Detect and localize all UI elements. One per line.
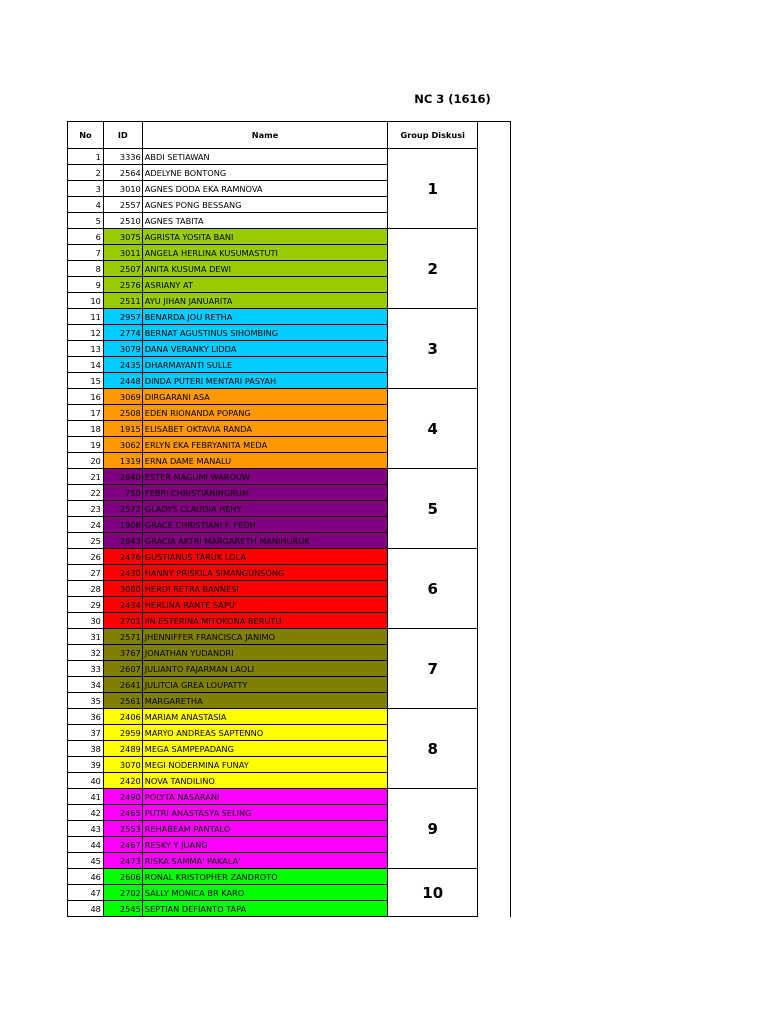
participant-id: 2606 [103, 869, 142, 885]
participant-name: HANNY PRISKILA SIMANGUNSONG [142, 565, 388, 581]
participant-name: PUTRI ANASTASYA SELING [142, 805, 388, 821]
empty-column-cell [478, 901, 511, 917]
row-number: 12 [68, 325, 104, 341]
participant-id: 1915 [103, 421, 142, 437]
row-number: 25 [68, 533, 104, 549]
empty-column-cell [478, 405, 511, 421]
row-number: 10 [68, 293, 104, 309]
participant-name: ANGELA HERLINA KUSUMASTUTI [142, 245, 388, 261]
participant-name: JHENNIFFER FRANCISCA JANIMO [142, 629, 388, 645]
participant-id: 2561 [103, 693, 142, 709]
participant-table [67, 121, 511, 917]
participant-id: 2607 [103, 661, 142, 677]
empty-column-header [478, 122, 511, 149]
participant-id: 2701 [103, 613, 142, 629]
empty-column-cell [478, 741, 511, 757]
participant-id: 3079 [103, 341, 142, 357]
participant-id: 2957 [103, 309, 142, 325]
participant-id: 2434 [103, 597, 142, 613]
participant-name: ELISABET OKTAVIA RANDA [142, 421, 388, 437]
participant-name: AGNES DODA EKA RAMNOVA [142, 181, 388, 197]
row-number: 30 [68, 613, 104, 629]
group-number: 8 [388, 709, 478, 789]
participant-id: 2959 [103, 725, 142, 741]
header-no: No [68, 122, 104, 149]
empty-column-cell [478, 181, 511, 197]
group-number: 5 [388, 469, 478, 549]
participant-name: MARYO ANDREAS SAPTENNO [142, 725, 388, 741]
row-number: 11 [68, 309, 104, 325]
table-row[interactable] [68, 709, 511, 725]
empty-column-cell [478, 517, 511, 533]
table-row[interactable] [68, 549, 511, 565]
participant-name: DANA VERANKY LIDDA [142, 341, 388, 357]
row-number: 32 [68, 645, 104, 661]
participant-name: HERLINA RANTE SAPU' [142, 597, 388, 613]
empty-column-cell [478, 149, 511, 165]
row-number: 39 [68, 757, 104, 773]
participant-id: 2641 [103, 677, 142, 693]
participant-id: 2508 [103, 405, 142, 421]
row-number: 34 [68, 677, 104, 693]
participant-name: MARGARETHA [142, 693, 388, 709]
empty-column-cell [478, 853, 511, 869]
row-number: 22 [68, 485, 104, 501]
participant-id: 3767 [103, 645, 142, 661]
header-id: ID [103, 122, 142, 149]
row-number: 13 [68, 341, 104, 357]
participant-name: ANITA KUSUMA DEWI [142, 261, 388, 277]
empty-column-cell [478, 197, 511, 213]
table-row[interactable] [68, 629, 511, 645]
empty-column-cell [478, 261, 511, 277]
participant-id: 2774 [103, 325, 142, 341]
participant-id: 2420 [103, 773, 142, 789]
table-row[interactable] [68, 309, 511, 325]
participant-id: 2702 [103, 885, 142, 901]
participant-id: 2553 [103, 821, 142, 837]
empty-column-cell [478, 453, 511, 469]
participant-id: 3075 [103, 229, 142, 245]
row-number: 2 [68, 165, 104, 181]
row-number: 15 [68, 373, 104, 389]
empty-column-cell [478, 629, 511, 645]
participant-id: 1319 [103, 453, 142, 469]
row-number: 31 [68, 629, 104, 645]
empty-column-cell [478, 325, 511, 341]
participant-name: IIN ESTERINA MITOKONA BERUTU [142, 613, 388, 629]
participant-id: 2476 [103, 549, 142, 565]
row-number: 42 [68, 805, 104, 821]
participant-name: AGNES PONG BESSANG [142, 197, 388, 213]
empty-column-cell [478, 373, 511, 389]
participant-name: SALLY MONICA BR KARO [142, 885, 388, 901]
row-number: 9 [68, 277, 104, 293]
empty-column-cell [478, 789, 511, 805]
header-group: Group Diskusi [388, 122, 478, 149]
row-number: 19 [68, 437, 104, 453]
empty-column-cell [478, 229, 511, 245]
row-number: 1 [68, 149, 104, 165]
empty-column-cell [478, 709, 511, 725]
participant-id: 2643 [103, 533, 142, 549]
row-number: 29 [68, 597, 104, 613]
row-number: 8 [68, 261, 104, 277]
participant-id: 2510 [103, 213, 142, 229]
participant-name: ADELYNE BONTONG [142, 165, 388, 181]
row-number: 35 [68, 693, 104, 709]
participant-name: ERNA DAME MANALU [142, 453, 388, 469]
empty-column-cell [478, 693, 511, 709]
table-row[interactable] [68, 869, 511, 885]
participant-name: ASRIANY AT [142, 277, 388, 293]
participant-id: 3080 [103, 581, 142, 597]
empty-column-cell [478, 165, 511, 181]
participant-id: 3070 [103, 757, 142, 773]
participant-name: ABDI SETIAWAN [142, 149, 388, 165]
participant-name: AGRISTA YOSITA BANI [142, 229, 388, 245]
participant-id: 3069 [103, 389, 142, 405]
group-number: 6 [388, 549, 478, 629]
group-number: 2 [388, 229, 478, 309]
table-row[interactable] [68, 149, 511, 165]
empty-column-cell [478, 341, 511, 357]
participant-name: DIRGARANI ASA [142, 389, 388, 405]
participant-name: ESTER MAGUMI WAROUW [142, 469, 388, 485]
table-row[interactable] [68, 229, 511, 245]
participant-id: 2507 [103, 261, 142, 277]
empty-column-cell [478, 389, 511, 405]
group-number: 9 [388, 789, 478, 869]
participant-id: 2473 [103, 853, 142, 869]
participant-id: 2576 [103, 277, 142, 293]
group-number: 1 [388, 149, 478, 229]
empty-column-cell [478, 437, 511, 453]
row-number: 6 [68, 229, 104, 245]
empty-column-cell [478, 885, 511, 901]
empty-column-cell [478, 469, 511, 485]
sheet-title: NC 3 (1616) [414, 92, 491, 106]
empty-column-cell [478, 213, 511, 229]
row-number: 3 [68, 181, 104, 197]
participant-id: 3336 [103, 149, 142, 165]
row-number: 17 [68, 405, 104, 421]
row-number: 18 [68, 421, 104, 437]
empty-column-cell [478, 293, 511, 309]
group-number: 10 [388, 869, 478, 917]
empty-column-cell [478, 821, 511, 837]
empty-column-cell [478, 309, 511, 325]
participant-name: AYU JIHAN JANUARITA [142, 293, 388, 309]
participant-name: BERNAT AGUSTINUS SIHOMBING [142, 325, 388, 341]
row-number: 5 [68, 213, 104, 229]
empty-column-cell [478, 837, 511, 853]
row-number: 45 [68, 853, 104, 869]
row-number: 38 [68, 741, 104, 757]
participant-name: DHARMAYANTI SULLE [142, 357, 388, 373]
empty-column-cell [478, 725, 511, 741]
participant-name: ERLYN EKA FEBRYANITA MEDA [142, 437, 388, 453]
empty-column-cell [478, 245, 511, 261]
participant-name: DINDA PUTERI MENTARI PASYAH [142, 373, 388, 389]
participant-id: 2545 [103, 901, 142, 917]
empty-column-cell [478, 581, 511, 597]
participant-id: 2511 [103, 293, 142, 309]
row-number: 44 [68, 837, 104, 853]
participant-id: 3010 [103, 181, 142, 197]
row-number: 46 [68, 869, 104, 885]
participant-id: 750 [103, 485, 142, 501]
participant-name: POLYTA NASARANI [142, 789, 388, 805]
empty-column-cell [478, 661, 511, 677]
header-name: Name [142, 122, 388, 149]
empty-column-cell [478, 757, 511, 773]
participant-name: SEPTIAN DEFIANTO TAPA [142, 901, 388, 917]
table-row[interactable] [68, 389, 511, 405]
participant-name: JULIANTO FAJARMAN LAOLI [142, 661, 388, 677]
participant-name: FEBRI CHRISTIANINGRUM [142, 485, 388, 501]
empty-column-cell [478, 501, 511, 517]
table-row[interactable] [68, 789, 511, 805]
empty-column-cell [478, 277, 511, 293]
participant-id: 2465 [103, 805, 142, 821]
participant-id: 2435 [103, 357, 142, 373]
row-number: 37 [68, 725, 104, 741]
group-number: 3 [388, 309, 478, 389]
participant-id: 2467 [103, 837, 142, 853]
participant-name: MARIAM ANASTASIA [142, 709, 388, 725]
empty-column-cell [478, 485, 511, 501]
row-number: 7 [68, 245, 104, 261]
participant-id: 3011 [103, 245, 142, 261]
participant-id: 2571 [103, 629, 142, 645]
row-number: 27 [68, 565, 104, 581]
empty-column-cell [478, 533, 511, 549]
empty-column-cell [478, 645, 511, 661]
empty-column-cell [478, 869, 511, 885]
participant-name: NOVA TANDILINO [142, 773, 388, 789]
row-number: 40 [68, 773, 104, 789]
empty-column-cell [478, 357, 511, 373]
row-number: 41 [68, 789, 104, 805]
participant-id: 2448 [103, 373, 142, 389]
participant-id: 2564 [103, 165, 142, 181]
row-number: 21 [68, 469, 104, 485]
row-number: 48 [68, 901, 104, 917]
row-number: 20 [68, 453, 104, 469]
participant-name: BENARDA JOU RETHA [142, 309, 388, 325]
participant-name: GRACIA AKTRI MARGARETH MANIHURUK [142, 533, 388, 549]
participant-name: JONATHAN YUDANDRI [142, 645, 388, 661]
row-number: 4 [68, 197, 104, 213]
group-number: 7 [388, 629, 478, 709]
participant-id: 2489 [103, 741, 142, 757]
table-row[interactable] [68, 469, 511, 485]
participant-name: RESKY Y JUANG [142, 837, 388, 853]
participant-name: GRACE CHRISTIANI F. FEOH [142, 517, 388, 533]
participant-id: 2430 [103, 565, 142, 581]
row-number: 47 [68, 885, 104, 901]
participant-name: MEGI NODERMINA FUNAY [142, 757, 388, 773]
participant-id: 2572 [103, 501, 142, 517]
empty-column-cell [478, 597, 511, 613]
row-number: 43 [68, 821, 104, 837]
row-number: 16 [68, 389, 104, 405]
participant-name: REHABEAM PANTALO [142, 821, 388, 837]
empty-column-cell [478, 549, 511, 565]
participant-table-area [67, 121, 511, 917]
row-number: 36 [68, 709, 104, 725]
empty-column-cell [478, 805, 511, 821]
participant-name: RISKA SAMMA' PAKALA' [142, 853, 388, 869]
row-number: 24 [68, 517, 104, 533]
participant-id: 2406 [103, 709, 142, 725]
row-number: 28 [68, 581, 104, 597]
participant-name: AGNES TABITA [142, 213, 388, 229]
header-row [68, 122, 511, 149]
empty-column-cell [478, 421, 511, 437]
participant-name: EDEN RIONANDA POPANG [142, 405, 388, 421]
participant-id: 2640 [103, 469, 142, 485]
empty-column-cell [478, 677, 511, 693]
participant-id: 2557 [103, 197, 142, 213]
participant-name: RONAL KRISTOPHER ZANDROTO [142, 869, 388, 885]
participant-name: GUSTIANUS TARUK LOLA [142, 549, 388, 565]
participant-name: HERDI RETRA BANNESI [142, 581, 388, 597]
empty-column-cell [478, 613, 511, 629]
participant-id: 1908 [103, 517, 142, 533]
row-number: 23 [68, 501, 104, 517]
empty-column-cell [478, 565, 511, 581]
row-number: 33 [68, 661, 104, 677]
participant-id: 3062 [103, 437, 142, 453]
group-number: 4 [388, 389, 478, 469]
participant-name: GLADYS CLAUDIA HEHY [142, 501, 388, 517]
empty-column-cell [478, 773, 511, 789]
row-number: 14 [68, 357, 104, 373]
row-number: 26 [68, 549, 104, 565]
participant-name: JULITCIA GREA LOUPATTY [142, 677, 388, 693]
participant-name: MEGA SAMPEPADANG [142, 741, 388, 757]
participant-id: 2490 [103, 789, 142, 805]
